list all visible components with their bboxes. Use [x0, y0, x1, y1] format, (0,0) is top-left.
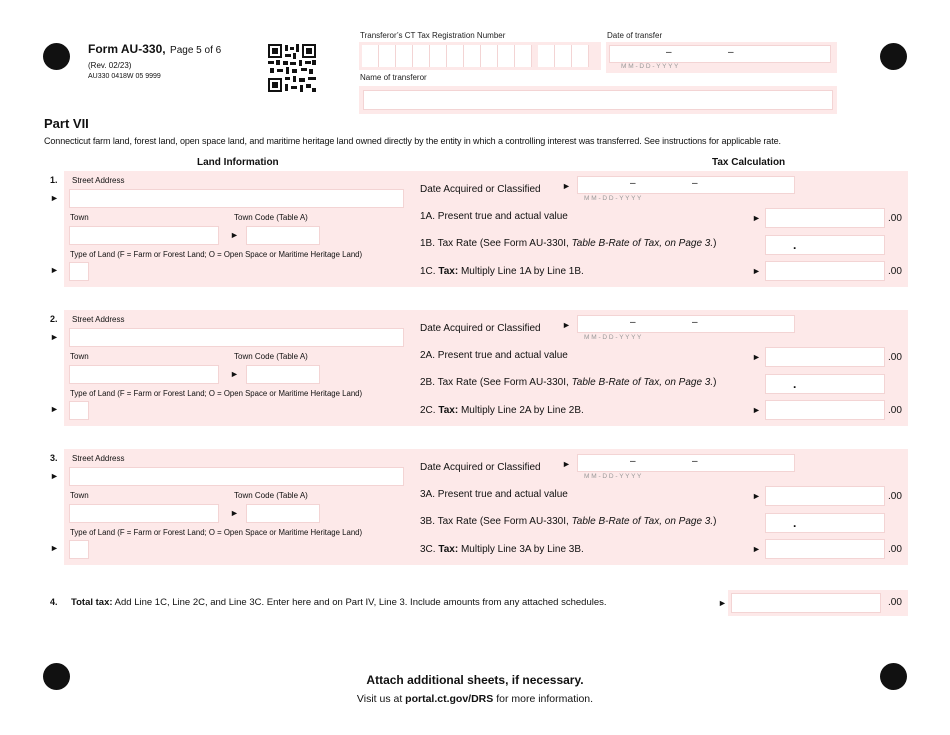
street-address-label: Street Address — [72, 454, 125, 463]
arrow-icon: ► — [752, 544, 761, 554]
type-of-land-label: Type of Land (F = Farm or Forest Land; O = Open Space or Maritime Heritage Land) — [70, 389, 363, 398]
part-description: Connecticut farm land, forest land, open space land, and maritime heritage land owned directly by the entity in which a controlling interest was transferred. See instructions for applicable rate. — [44, 136, 781, 146]
town-label: Town — [70, 213, 89, 222]
present-value-label: 1A. Present true and actual value — [420, 211, 568, 222]
tax-line-label — [420, 266, 584, 277]
date-separator: – — [666, 47, 672, 58]
visit-notice — [0, 693, 950, 705]
cents-suffix: .00 — [888, 597, 902, 608]
tax-rate-label — [420, 516, 716, 527]
tax-rate-reference: Table B-Rate of Tax, on Page 3. — [571, 377, 714, 388]
street-address-field[interactable] — [69, 328, 404, 347]
town-label: Town — [70, 352, 89, 361]
total-tax-description: Add Line 1C, Line 2C, and Line 3C. Enter here and on Part IV, Line 3. Include amounts from any attached schedules. — [114, 597, 607, 608]
registration-number-label: Transferor’s CT Tax Registration Number — [360, 31, 506, 40]
street-address-field[interactable] — [69, 467, 404, 486]
tax-rate-field[interactable] — [765, 374, 885, 394]
present-value-field[interactable] — [765, 486, 885, 506]
tax-line-text: Multiply Line 1A by Line 1B. — [460, 266, 584, 277]
type-of-land-field[interactable] — [69, 540, 89, 559]
arrow-icon: ► — [50, 543, 59, 553]
form-code: AU330 0418W 05 9999 — [88, 73, 161, 80]
arrow-icon: ► — [50, 193, 59, 203]
registration-number-field[interactable] — [359, 42, 601, 70]
tax-line-prefix: 2C. — [420, 405, 436, 416]
cents-suffix: .00 — [888, 213, 902, 224]
total-tax-bold: Total tax: — [71, 597, 113, 608]
total-tax-text — [71, 597, 607, 608]
form-title: Form AU-330, — [88, 42, 166, 56]
date-separator: – — [630, 317, 636, 328]
town-field[interactable] — [69, 226, 219, 245]
visit-suffix: for more information. — [496, 693, 594, 705]
arrow-icon: ► — [562, 181, 571, 191]
tax-rate-label — [420, 377, 716, 388]
date-of-transfer-field[interactable] — [606, 42, 837, 73]
type-of-land-label: Type of Land (F = Farm or Forest Land; O = Open Space or Maritime Heritage Land) — [70, 250, 363, 259]
date-acquired-label: Date Acquired or Classified — [420, 184, 541, 195]
tax-line-bold: Tax: — [438, 544, 459, 555]
arrow-icon: ► — [752, 352, 761, 362]
tax-line-text: Multiply Line 3A by Line 3B. — [460, 544, 584, 555]
type-of-land-field[interactable] — [69, 262, 89, 281]
decimal-point: . — [793, 238, 797, 252]
visit-prefix: Visit us at — [356, 693, 403, 705]
date-format-hint: M M - D D - Y Y Y Y — [584, 334, 642, 341]
cents-suffix: .00 — [888, 544, 902, 555]
arrow-icon: ► — [752, 213, 761, 223]
date-acquired-label: Date Acquired or Classified — [420, 462, 541, 473]
arrow-icon: ► — [230, 508, 239, 518]
arrow-icon: ► — [752, 405, 761, 415]
tax-line-bold: Tax: — [438, 405, 459, 416]
section-number: 3. — [50, 453, 58, 463]
cents-suffix: .00 — [888, 266, 902, 277]
date-format-hint: M M - D D - Y Y Y Y — [584, 473, 642, 480]
tax-line-prefix: 3C. — [420, 544, 436, 555]
tax-rate-suffix: ) — [713, 377, 717, 388]
arrow-icon: ► — [562, 459, 571, 469]
tax-amount-field[interactable] — [765, 539, 885, 559]
arrow-icon: ► — [230, 369, 239, 379]
attach-notice: Attach additional sheets, if necessary. — [366, 673, 584, 687]
tax-rate-reference: Table B-Rate of Tax, on Page 3. — [571, 516, 714, 527]
town-code-label: Town Code (Table A) — [234, 213, 308, 222]
tax-line-prefix: 1C. — [420, 266, 436, 277]
date-format-hint: M M - D D - Y Y Y Y — [621, 63, 679, 70]
arrow-icon: ► — [752, 266, 761, 276]
tax-rate-label — [420, 238, 716, 249]
qr-code-icon — [268, 44, 316, 92]
form-revision: (Rev. 02/23) — [88, 61, 132, 70]
town-code-field[interactable] — [246, 226, 320, 245]
town-label: Town — [70, 491, 89, 500]
decimal-point: . — [793, 516, 797, 530]
section-number: 1. — [50, 175, 58, 185]
arrow-icon: ► — [50, 404, 59, 414]
form-title-block — [88, 40, 221, 80]
land-information-heading: Land Information — [197, 157, 279, 168]
tax-line-label — [420, 405, 584, 416]
tax-amount-field[interactable] — [765, 400, 885, 420]
tax-rate-field[interactable] — [765, 513, 885, 533]
date-of-transfer-label: Date of transfer — [607, 31, 663, 40]
tax-rate-suffix: ) — [713, 516, 717, 527]
tax-rate-field[interactable] — [765, 235, 885, 255]
arrow-icon: ► — [562, 320, 571, 330]
street-address-label: Street Address — [72, 176, 125, 185]
registration-mark-top-right — [880, 43, 907, 70]
cents-suffix: .00 — [888, 352, 902, 363]
arrow-icon: ► — [718, 598, 727, 608]
date-separator: – — [692, 456, 698, 467]
date-acquired-label: Date Acquired or Classified — [420, 323, 541, 334]
tax-rate-suffix: ) — [713, 238, 717, 249]
arrow-icon: ► — [50, 471, 59, 481]
tax-rate-prefix: 3B. Tax Rate (See Form AU-330I, — [420, 516, 569, 527]
cents-suffix: .00 — [888, 405, 902, 416]
tax-amount-field[interactable] — [765, 261, 885, 281]
decimal-point: . — [793, 377, 797, 391]
registration-mark-top-left — [43, 43, 70, 70]
arrow-icon: ► — [50, 265, 59, 275]
street-address-field[interactable] — [69, 189, 404, 208]
total-tax-field[interactable] — [728, 590, 908, 616]
drs-portal-link[interactable]: portal.ct.gov/DRS — [405, 693, 494, 705]
present-value-label: 2A. Present true and actual value — [420, 350, 568, 361]
date-separator: – — [630, 456, 636, 467]
date-acquired-field[interactable] — [577, 176, 795, 194]
type-of-land-field[interactable] — [69, 401, 89, 420]
page-label: Page 5 of 6 — [170, 45, 222, 56]
section-number: 2. — [50, 314, 58, 324]
cents-suffix: .00 — [888, 491, 902, 502]
present-value-label: 3A. Present true and actual value — [420, 489, 568, 500]
date-separator: – — [630, 178, 636, 189]
total-line-number: 4. — [50, 597, 58, 607]
town-code-label: Town Code (Table A) — [234, 352, 308, 361]
town-code-label: Town Code (Table A) — [234, 491, 308, 500]
town-field[interactable] — [69, 365, 219, 384]
tax-line-bold: Tax: — [438, 266, 459, 277]
tax-rate-prefix: 1B. Tax Rate (See Form AU-330I, — [420, 238, 569, 249]
present-value-field[interactable] — [765, 208, 885, 228]
tax-line-text: Multiply Line 2A by Line 2B. — [460, 405, 584, 416]
tax-line-label — [420, 544, 584, 555]
tax-rate-reference: Table B-Rate of Tax, on Page 3. — [571, 238, 714, 249]
date-format-hint: M M - D D - Y Y Y Y — [584, 195, 642, 202]
town-field[interactable] — [69, 504, 219, 523]
tax-rate-prefix: 2B. Tax Rate (See Form AU-330I, — [420, 377, 569, 388]
part-title: Part VII — [44, 116, 89, 131]
date-acquired-field[interactable] — [577, 315, 795, 333]
date-separator: – — [692, 317, 698, 328]
tax-calculation-heading: Tax Calculation — [712, 157, 786, 168]
arrow-icon: ► — [50, 332, 59, 342]
town-code-field[interactable] — [246, 504, 320, 523]
street-address-label: Street Address — [72, 315, 125, 324]
date-separator: – — [728, 47, 734, 58]
name-of-transferor-field[interactable] — [359, 86, 837, 114]
date-acquired-field[interactable] — [577, 454, 795, 472]
arrow-icon: ► — [230, 230, 239, 240]
name-of-transferor-label: Name of transferor — [360, 73, 427, 82]
date-separator: – — [692, 178, 698, 189]
type-of-land-label: Type of Land (F = Farm or Forest Land; O = Open Space or Maritime Heritage Land) — [70, 528, 363, 537]
present-value-field[interactable] — [765, 347, 885, 367]
arrow-icon: ► — [752, 491, 761, 501]
town-code-field[interactable] — [246, 365, 320, 384]
